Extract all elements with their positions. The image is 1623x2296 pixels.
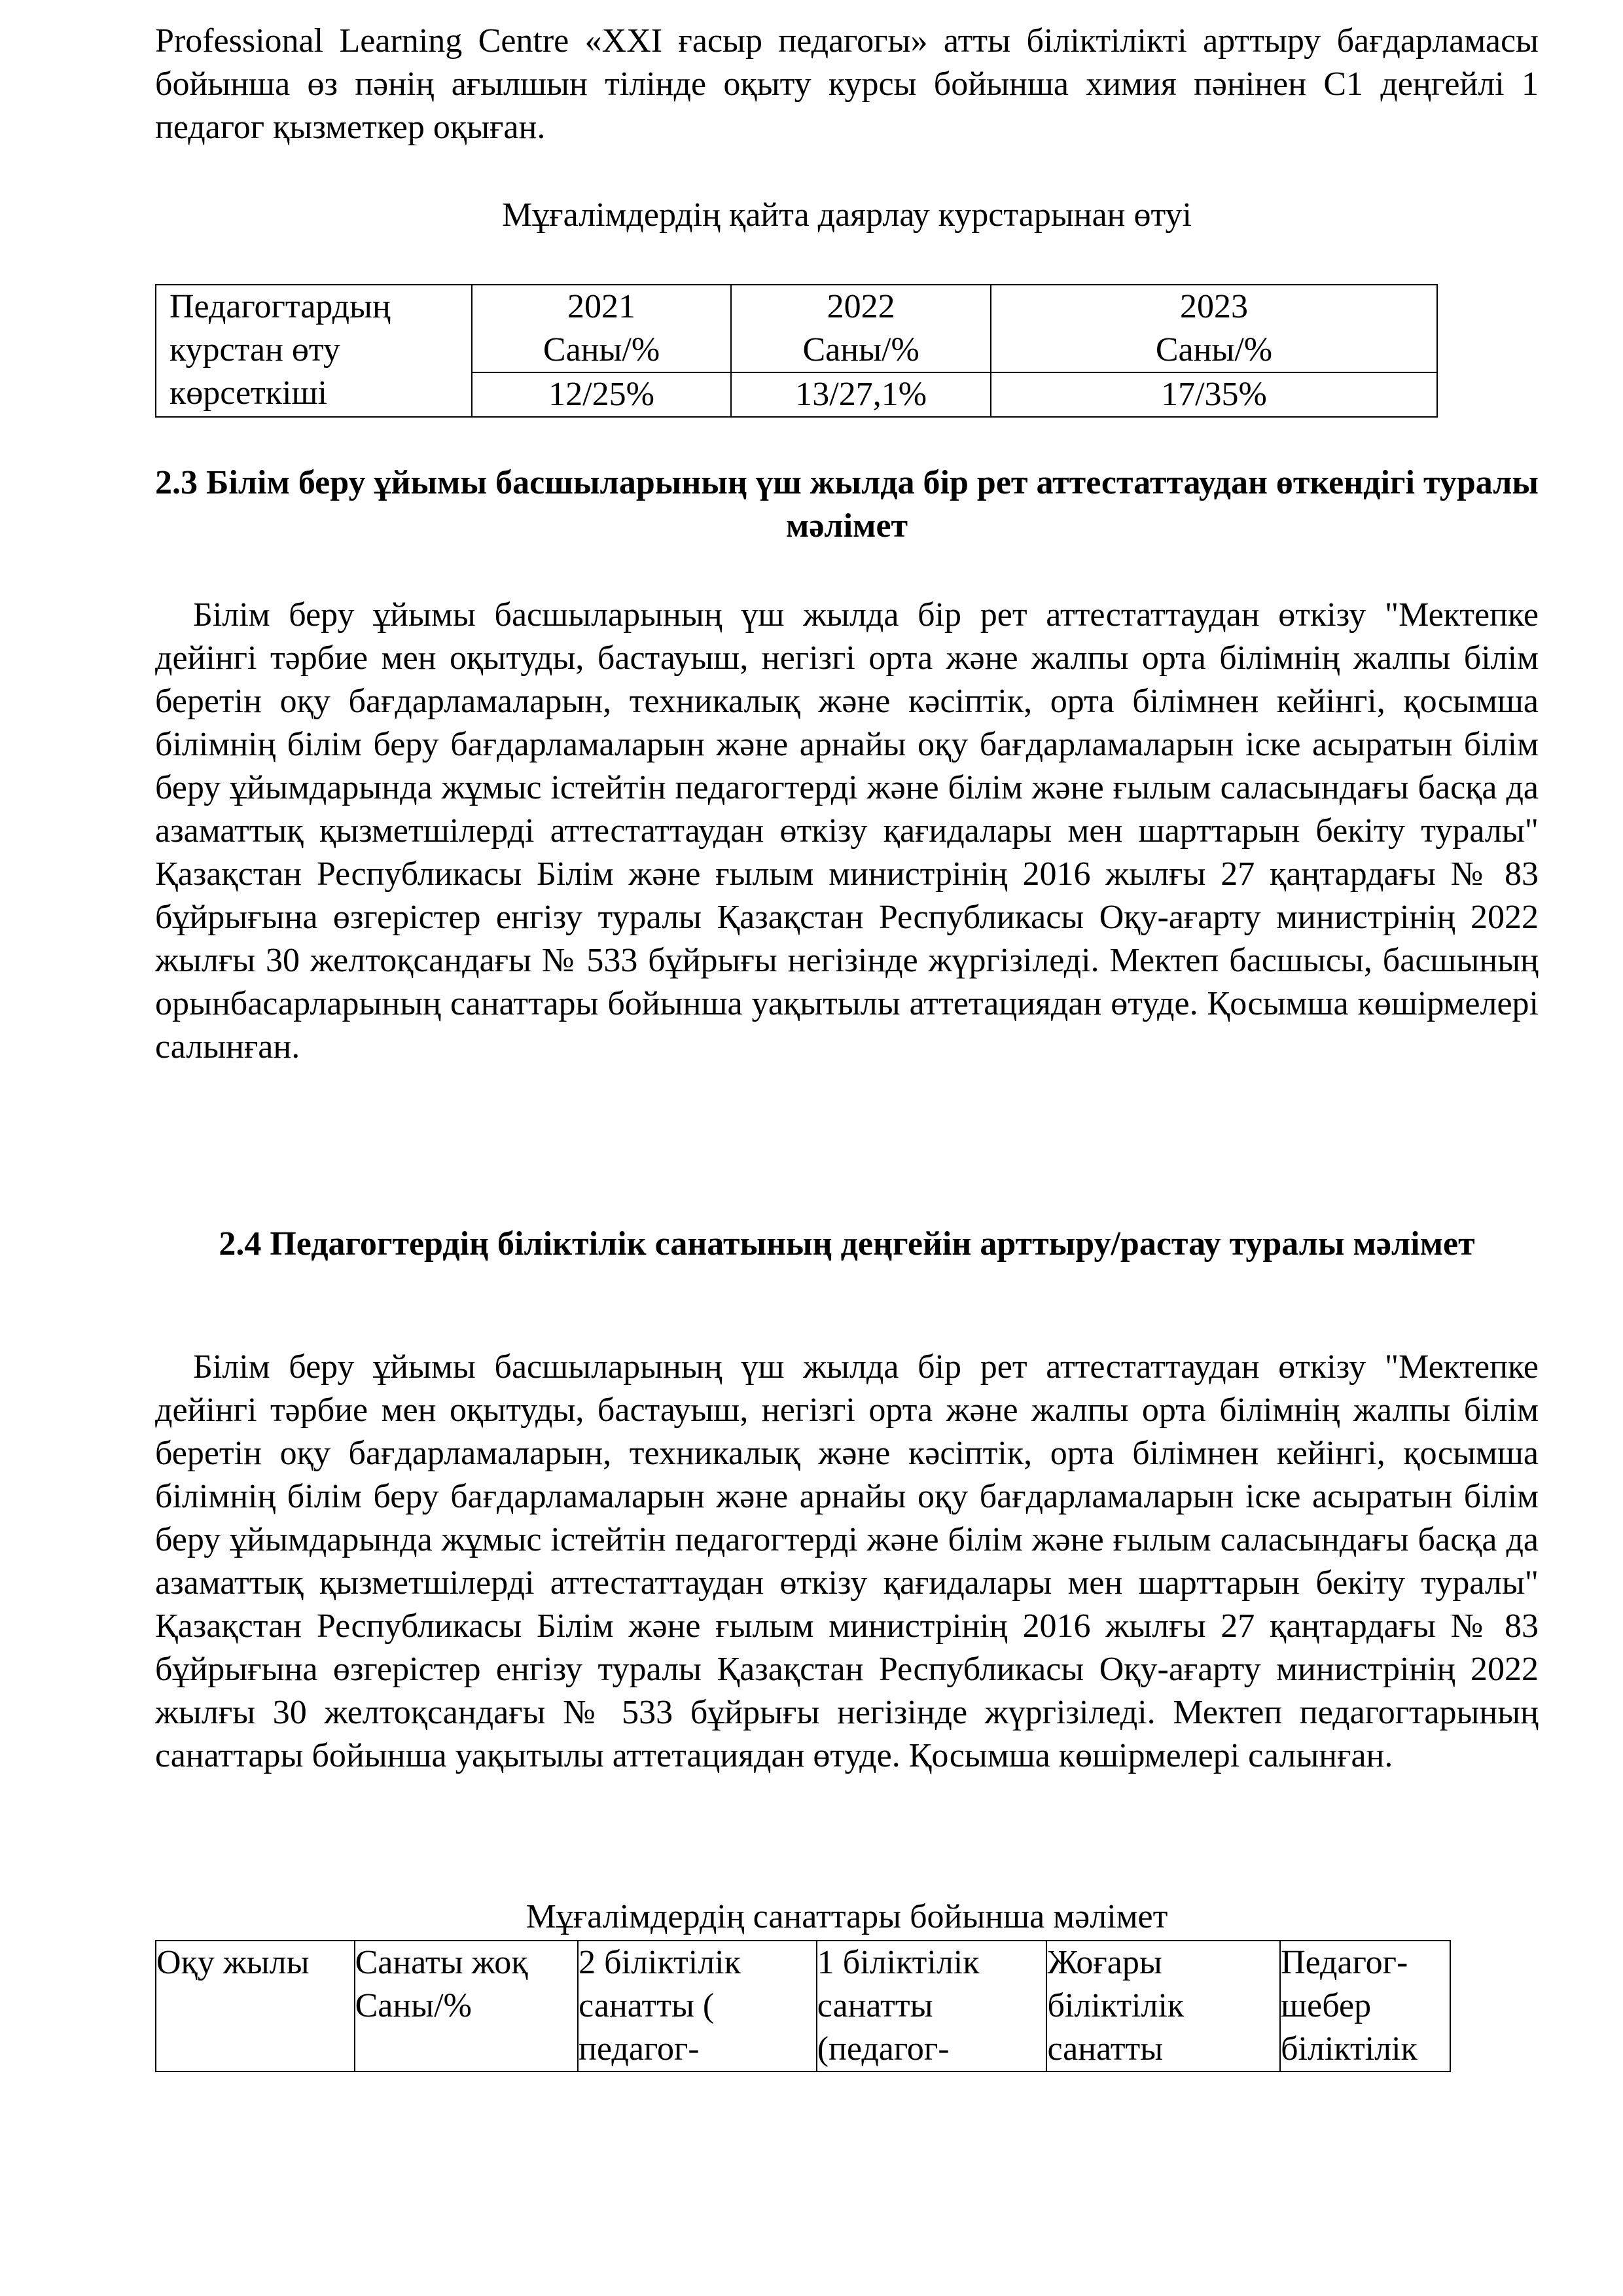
unit-label: Саны/% bbox=[802, 331, 919, 368]
header-cell-academic-year: Оқу жылы bbox=[156, 1941, 355, 2072]
header-cell-master-teacher: Педагог-шебер біліктілік bbox=[1280, 1941, 1450, 2072]
unit-label: Саны/% bbox=[1155, 331, 1273, 368]
unit-label: Саны/% bbox=[543, 331, 660, 368]
teacher-categories-table bbox=[155, 1940, 1451, 2072]
header-cell-first-category: 1 біліктілік санатты (педагог- bbox=[817, 1941, 1047, 2072]
header-cell-no-category: Санаты жоқ Саны/% bbox=[355, 1941, 579, 2072]
section-2-4-heading: 2.4 Педагогтердің біліктілік санатының деңгейін арттыру/растау туралы мәлімет bbox=[219, 1225, 1475, 1263]
year-header-cell bbox=[991, 285, 1437, 372]
intro-paragraph: Professional Learning Centre «XXI ғасыр педагогы» атты біліктілікті арттыру бағдарламасы бойынша өз пәнің ағылшын тілінде оқыту курсы бойынша химия пәнінен С1 деңгейлі 1 педагог қызметкер оқыған. bbox=[155, 22, 1539, 146]
year-header-cell bbox=[731, 285, 991, 372]
section-2-4-body: Білім беру ұйымы басшыларының үш жылда бір рет аттестаттаудан өткізу "Мектепке дейінгі тәрбие мен оқытуды, бастауыш, негізгі орта және жалпы орта білімнің жалпы білім беретін оқу бағдарламаларын, техникалық және кәсіптік, орта білімнен кейінгі, қосымша білімнің білім беру бағдарламаларын және арнайы оқу бағдарламаларын іске асыратын білім беру ұйымдарында жұмыс істейтін педагогтерді және білім және ғылым саласындағы басқа да азаматтық қызметшілерді аттестаттаудан өткізу қағидалары мен шарттарын бекіту туралы" Қазақстан Республикасы Білім және ғылым министрінің 2016 жылғы 27 қаңтардағы № 83 бұйрығына өзгерістер енгізу туралы Қазақстан Республикасы Оқу-ағарту министрінің 2022 жылғы 30 желтоқсандағы № 533 бұйрығы негізінде жүргізіледі. Мектеп педагогтарының санаттары бойынша уақытылы аттетациядан өтуде. Қосымша көшірмелері салынған. bbox=[155, 1348, 1539, 1774]
section-2-3-heading: 2.3 Білім беру ұйымы басшыларының үш жылда бір рет аттестаттаудан өткендігі туралы мәлімет bbox=[155, 464, 1539, 545]
year-label: 2023 bbox=[1179, 288, 1248, 325]
value-cell: 17/35% bbox=[991, 372, 1437, 417]
table-header-row bbox=[156, 1941, 1450, 2072]
header-cell-highest-category: Жоғары біліктілік санатты bbox=[1046, 1941, 1280, 2072]
table-row bbox=[156, 285, 1437, 372]
year-label: 2022 bbox=[827, 288, 895, 325]
table1-caption: Мұғалімдердің қайта даярлау курстарынан өтуі bbox=[502, 196, 1192, 234]
year-label: 2021 bbox=[567, 288, 636, 325]
value-cell: 12/25% bbox=[472, 372, 732, 417]
header-cell-second-category: 2 біліктілік санатты ( педагог- bbox=[578, 1941, 817, 2072]
table2-caption: Мұғалімдердің санаттары бойынша мәлімет bbox=[526, 1898, 1168, 1935]
value-cell: 13/27,1% bbox=[731, 372, 991, 417]
year-header-cell bbox=[472, 285, 732, 372]
course-completion-table bbox=[155, 284, 1438, 418]
section-2-3-body: Білім беру ұйымы басшыларының үш жылда бір рет аттестаттаудан өткізу "Мектепке дейінгі тәрбие мен оқытуды, бастауыш, негізгі орта және жалпы орта білімнің жалпы білім беретін оқу бағдарламаларын, техникалық және кәсіптік, орта білімнен кейінгі, қосымша білімнің білім беру бағдарламаларын және арнайы оқу бағдарламаларын іске асыратын білім беру ұйымдарында жұмыс істейтін педагогтерді және білім және ғылым саласындағы басқа да азаматтық қызметшілерді аттестаттаудан өткізу қағидалары мен шарттарын бекіту туралы" Қазақстан Республикасы Білім және ғылым министрінің 2016 жылғы 27 қаңтардағы № 83 бұйрығына өзгерістер енгізу туралы Қазақстан Республикасы Оқу-ағарту министрінің 2022 жылғы 30 желтоқсандағы № 533 бұйрығы негізінде жүргізіледі. Мектеп басшысы, басшының орынбасарларының санаттары бойынша уақытылы аттетациядан өтуде. Қосымша көшірмелері салынған. bbox=[155, 596, 1539, 1066]
row-header-cell: Педагогтардың курстан өту көрсеткіші bbox=[156, 285, 472, 417]
